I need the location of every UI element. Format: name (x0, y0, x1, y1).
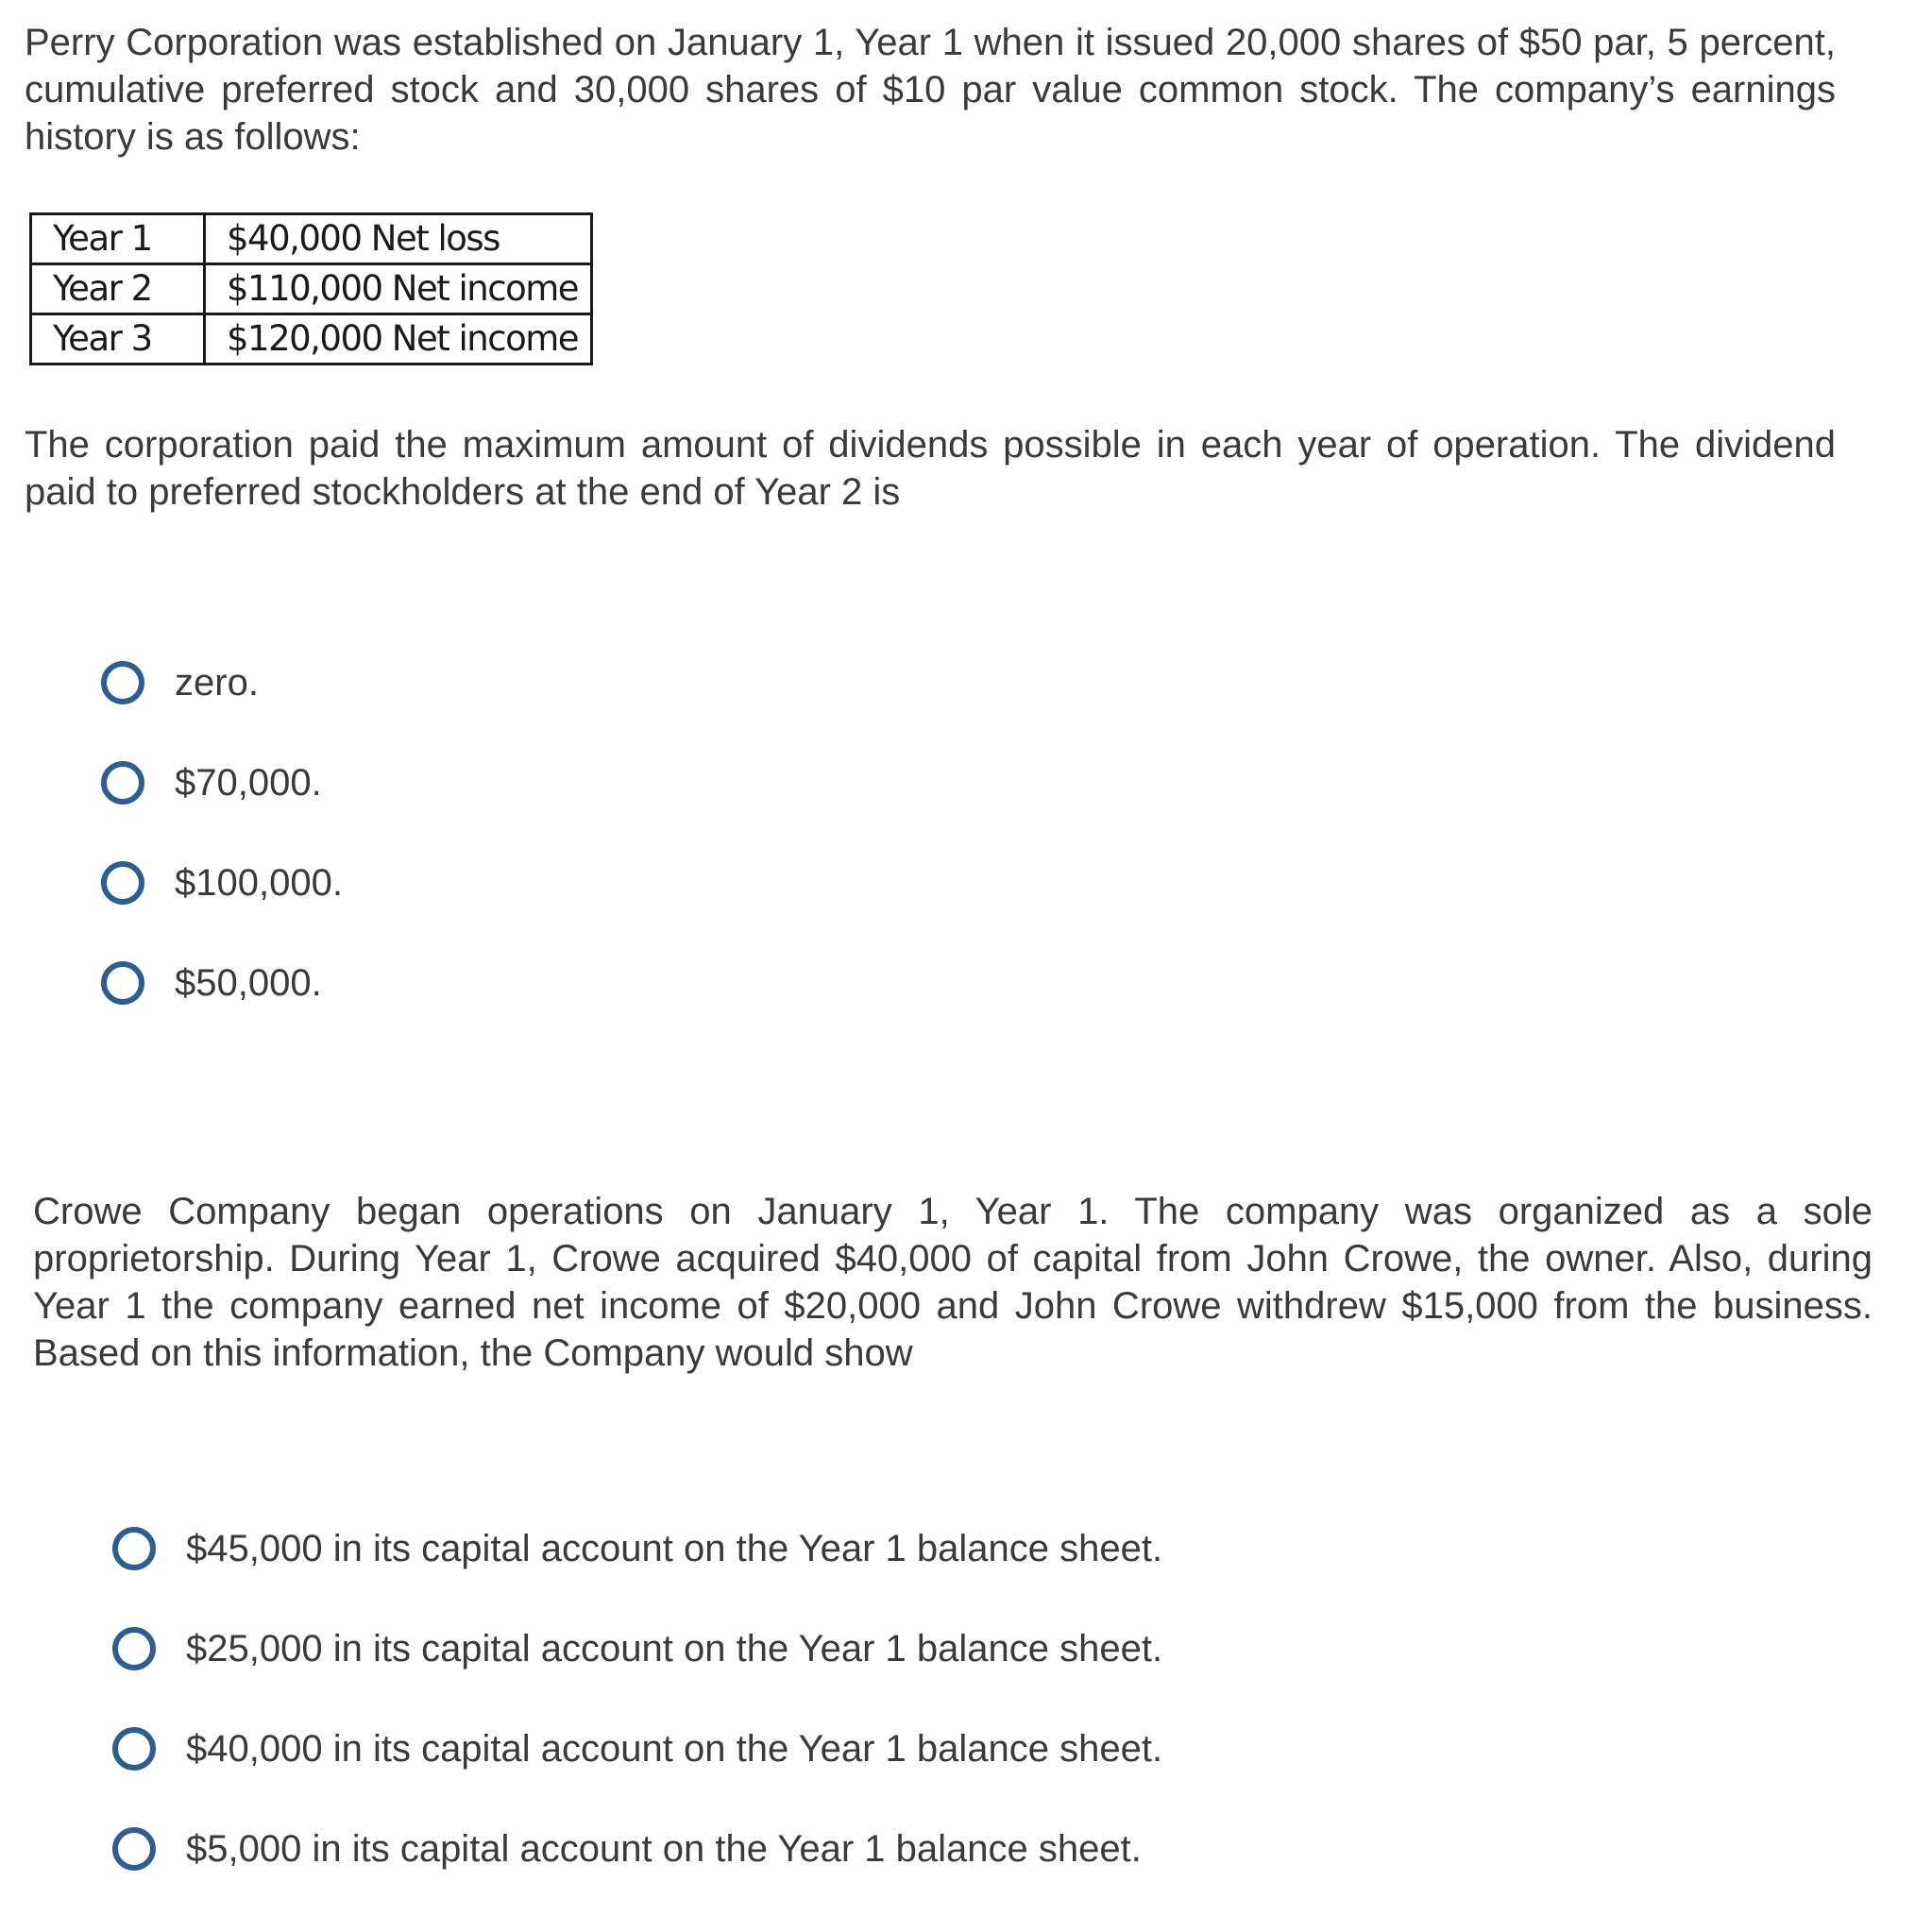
table-row (31, 214, 592, 264)
earnings-cell: $110,000 Net income (205, 264, 592, 314)
radio-unselected-icon[interactable] (112, 1527, 156, 1570)
q2-option-25000[interactable] (112, 1599, 1162, 1699)
radio-unselected-icon[interactable] (101, 861, 144, 905)
question-1-options (101, 633, 343, 1033)
radio-unselected-icon[interactable] (112, 1727, 156, 1771)
year-cell: Year 3 (31, 314, 205, 364)
option-label: $5,000 in its capital account on the Year 1 balance sheet. (186, 1827, 1142, 1870)
q1-option-zero[interactable] (101, 633, 343, 733)
table-row (31, 264, 592, 314)
option-label: $70,000. (175, 761, 322, 804)
q1-option-100000[interactable] (101, 833, 343, 933)
earnings-cell: $40,000 Net loss (205, 214, 592, 264)
option-label: $100,000. (175, 861, 343, 904)
q1-option-70000[interactable] (101, 733, 343, 833)
q2-option-40000[interactable] (112, 1699, 1162, 1799)
question-2-options (112, 1499, 1162, 1899)
question-1-stem: Perry Corporation was established on January 1, Year 1 when it issued 20,000 shares of $50 par, 5 percent, cumulative preferred stock and 30,000 shares of $10 par value common stock. The company’s earnings history is as follows: (25, 22, 1836, 158)
option-label: $45,000 in its capital account on the Year 1 balance sheet. (186, 1527, 1163, 1569)
q2-option-45000[interactable] (112, 1499, 1162, 1599)
year-cell: Year 1 (31, 214, 205, 264)
radio-unselected-icon[interactable] (112, 1627, 156, 1670)
year-cell: Year 2 (31, 264, 205, 314)
radio-unselected-icon[interactable] (112, 1827, 156, 1871)
earnings-history-table (29, 212, 593, 365)
radio-unselected-icon[interactable] (101, 761, 144, 805)
option-label: $40,000 in its capital account on the Year 1 balance sheet. (186, 1727, 1163, 1770)
radio-unselected-icon[interactable] (101, 961, 144, 1005)
option-label: $50,000. (175, 961, 322, 1004)
q1-option-50000[interactable] (101, 933, 343, 1033)
q2-option-5000[interactable] (112, 1799, 1162, 1899)
earnings-cell: $120,000 Net income (205, 314, 592, 364)
option-label: $25,000 in its capital account on the Year 1 balance sheet. (186, 1627, 1163, 1669)
option-label: zero. (175, 661, 259, 703)
table-row (31, 314, 592, 364)
question-1-prompt: The corporation paid the maximum amount of dividends possible in each year of operation. The dividend paid to preferred stockholders at the end of Year 2 is (25, 424, 1836, 513)
question-2-stem: Crowe Company began operations on January 1, Year 1. The company was organized as a sole proprietorship. During Year 1, Crowe acquired $40,000 of capital from John Crowe, the owner. Also, during Year 1 the company earned net income of $20,000 and John Crowe withdrew $15,000 from the business. Based on this information, the Company would show (33, 1191, 1873, 1374)
radio-unselected-icon[interactable] (101, 661, 144, 704)
